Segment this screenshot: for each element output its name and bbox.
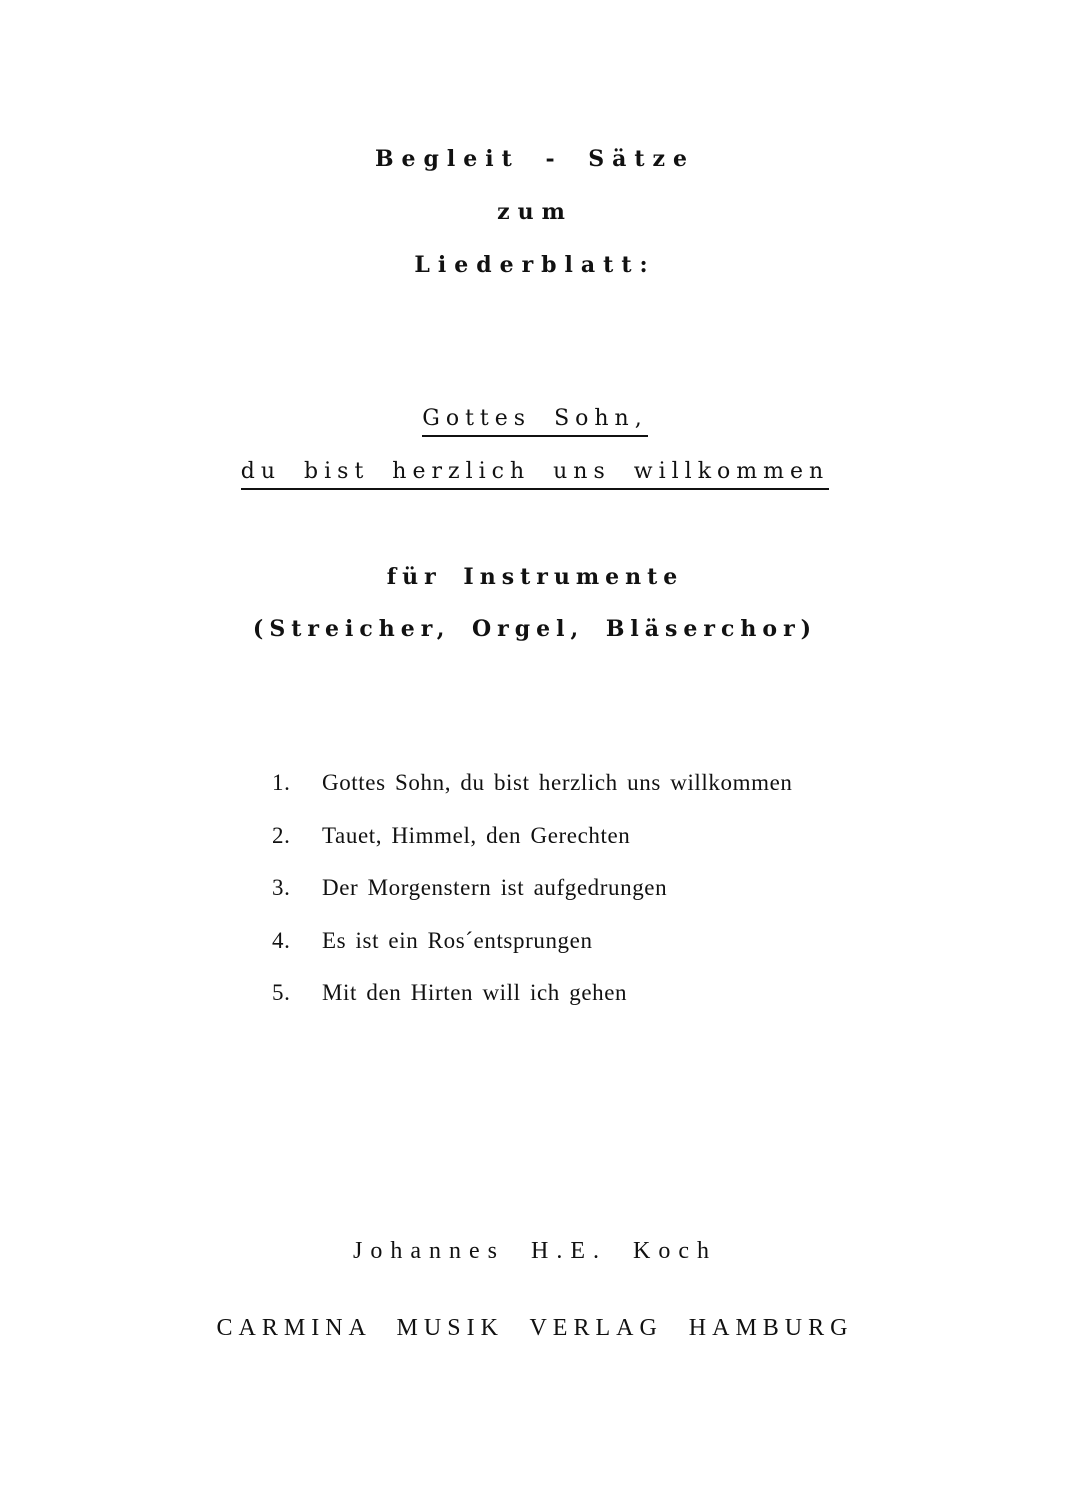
list-item-number: 4. (272, 927, 291, 953)
list-item (272, 924, 793, 977)
list-item-title: Gottes Sohn, du bist herzlich uns willkommen (322, 770, 793, 795)
instruments-line-1: für Instrumente (386, 564, 684, 590)
list-item-title: Tauet, Himmel, den Gerechten (322, 822, 631, 848)
song-title-line-1 (0, 406, 1070, 437)
list-item (272, 766, 793, 819)
list-item-title: Es ist ein Ros´entsprungen (322, 927, 593, 953)
list-item-number: 3. (272, 875, 291, 900)
heading-line-3: Liederblatt: (414, 252, 656, 278)
list-item-title: Der Morgenstern ist aufgedrungen (322, 875, 668, 900)
heading-line-1: Begleit - Sätze (374, 146, 696, 172)
song-list (272, 766, 793, 1029)
heading-line-2: zum (497, 199, 573, 225)
list-item-number: 2. (272, 822, 291, 848)
instruments-line-2: (Streicher, Orgel, Bläserchor) (252, 616, 818, 642)
song-title-line-1-text: Gottes Sohn, (422, 406, 647, 437)
list-item-number: 5. (272, 980, 291, 1005)
list-item (272, 976, 793, 1029)
author-name: Johannes H.E. Koch (353, 1238, 717, 1264)
song-title-line-2-text: du bist herzlich uns willkommen (241, 459, 829, 490)
list-item-title: Mit den Hirten will ich gehen (322, 980, 628, 1005)
list-item-number: 1. (272, 770, 291, 795)
list-item (272, 871, 793, 924)
song-title-line-2 (0, 459, 1070, 490)
list-item (272, 819, 793, 872)
publisher-name: CARMINA MUSIK VERLAG HAMBURG (216, 1315, 854, 1341)
